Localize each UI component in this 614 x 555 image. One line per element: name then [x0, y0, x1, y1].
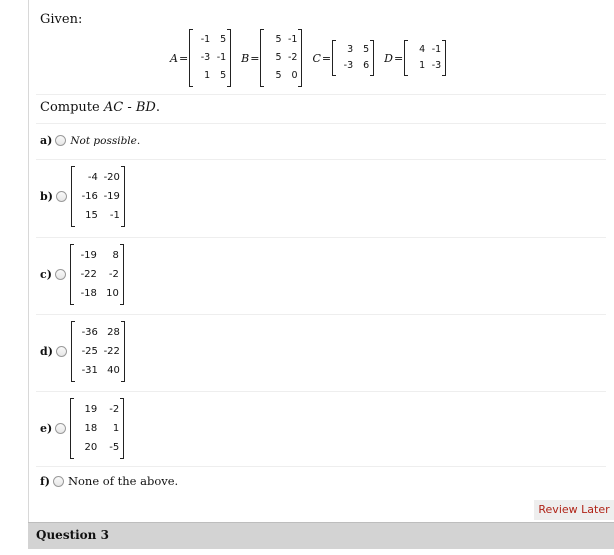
- option-b-matrix: [71, 166, 125, 227]
- matrix-cell: 1: [204, 70, 211, 81]
- matrix-cell: 3: [347, 44, 354, 55]
- matrix-cell: 5: [275, 70, 282, 81]
- matrix-row: [75, 265, 119, 284]
- matrix-name: D: [384, 51, 393, 65]
- matrix-name: B: [241, 51, 250, 65]
- matrix-row: [75, 246, 119, 265]
- matrix-cell: -18: [80, 288, 97, 299]
- matrix-row: [409, 42, 441, 58]
- matrix-cell: 5: [363, 44, 370, 55]
- option-d-label: d): [40, 345, 53, 358]
- divider: [36, 391, 606, 392]
- matrix-cell: -3: [431, 60, 442, 71]
- matrix-row: [75, 400, 119, 419]
- matrix-cell: 20: [84, 442, 98, 453]
- matrix-cell: -16: [81, 191, 98, 202]
- matrix-row: [75, 438, 119, 457]
- matrix-cell: -4: [87, 172, 98, 183]
- option-d-radio[interactable]: [56, 346, 67, 357]
- divider: [36, 237, 606, 238]
- matrix-cell: 5: [275, 34, 282, 45]
- matrix-cell: -1: [431, 44, 442, 55]
- matrix-row: [337, 42, 369, 58]
- equals-sign: =: [178, 51, 189, 65]
- compute-prompt: [40, 100, 160, 115]
- option-c-label: c): [40, 268, 52, 281]
- matrix-cell: -3: [343, 60, 354, 71]
- option-a-text: Not possible.: [70, 134, 141, 147]
- matrix-cell: 0: [291, 70, 298, 81]
- option-e[interactable]: [40, 398, 124, 459]
- matrix-a: [170, 29, 231, 87]
- matrix-row: [75, 284, 119, 303]
- divider: [36, 123, 606, 124]
- matrix-cell: -2: [288, 52, 298, 63]
- matrix-brackets: [404, 40, 446, 76]
- option-c[interactable]: [40, 244, 124, 305]
- divider: [36, 94, 606, 95]
- matrix-cell: -20: [103, 172, 120, 183]
- option-e-matrix: [70, 398, 124, 459]
- question-title: Question 3: [36, 528, 109, 542]
- matrix-row: [76, 187, 120, 206]
- option-f-label: f): [40, 474, 50, 488]
- matrix-row: [409, 58, 441, 74]
- matrix-cell: -25: [81, 346, 98, 357]
- matrix-row: [76, 206, 120, 225]
- matrix-cell: -3: [200, 52, 211, 63]
- matrix-cell: -36: [81, 327, 98, 338]
- option-a[interactable]: [40, 134, 140, 147]
- matrix-name: C: [312, 51, 321, 65]
- matrix-b: [241, 29, 302, 87]
- option-e-radio[interactable]: [55, 423, 66, 434]
- divider: [36, 159, 606, 160]
- matrix-row: [265, 31, 297, 49]
- matrix-row: [265, 67, 297, 85]
- content-left-border: [28, 0, 29, 522]
- matrix-cell: -1: [216, 52, 227, 63]
- matrix-cell: -2: [109, 404, 120, 415]
- matrix-row: [76, 168, 120, 187]
- option-d-matrix: [71, 321, 125, 382]
- option-f[interactable]: [40, 474, 178, 488]
- matrix-row: [76, 323, 120, 342]
- compute-suffix: .: [155, 100, 160, 115]
- matrix-row: [75, 419, 119, 438]
- matrix-cell: -22: [80, 269, 97, 280]
- option-b-radio[interactable]: [56, 191, 67, 202]
- matrix-cell: -2: [108, 269, 119, 280]
- matrix-row: [265, 49, 297, 67]
- equals-sign: =: [321, 51, 332, 65]
- matrix-cell: -1: [109, 210, 120, 221]
- matrix-cell: -1: [288, 34, 298, 45]
- given-label: Given:: [40, 12, 83, 27]
- review-later-button[interactable]: Review Later: [534, 500, 614, 520]
- next-question-header[interactable]: [28, 522, 614, 549]
- matrix-cell: 1: [112, 423, 120, 434]
- option-b-label: b): [40, 190, 53, 203]
- matrix-row: [194, 67, 226, 85]
- option-f-radio[interactable]: [53, 476, 64, 487]
- matrix-cell: -19: [80, 250, 97, 261]
- matrix-cell: 4: [419, 44, 426, 55]
- equals-sign: =: [250, 51, 260, 65]
- matrix-cell: -22: [103, 346, 120, 357]
- matrix-cell: 18: [84, 423, 98, 434]
- matrix-row: [76, 342, 120, 361]
- matrix-d: [384, 40, 446, 76]
- matrix-row: [194, 49, 226, 67]
- matrix-cell: 15: [85, 210, 98, 221]
- matrix-cell: 40: [107, 365, 120, 376]
- option-e-label: e): [40, 422, 53, 435]
- option-f-text: None of the above.: [67, 474, 179, 488]
- matrix-cell: 6: [363, 60, 370, 71]
- divider: [36, 466, 606, 467]
- option-c-matrix: [70, 244, 124, 305]
- matrix-row: [76, 361, 120, 380]
- matrix-brackets: [189, 29, 231, 87]
- option-d[interactable]: [40, 321, 125, 382]
- equals-sign: =: [393, 51, 404, 65]
- option-a-label: a): [40, 134, 53, 147]
- matrix-row: [337, 58, 369, 74]
- matrix-cell: 5: [220, 34, 227, 45]
- compute-prefix: Compute: [40, 100, 104, 115]
- matrix-cell: 19: [84, 404, 98, 415]
- matrix-brackets: [332, 40, 374, 76]
- matrix-row: [194, 31, 226, 49]
- matrix-cell: -31: [81, 365, 98, 376]
- matrix-cell: -5: [109, 442, 120, 453]
- given-matrices: [170, 30, 456, 86]
- compute-expression: AC - BD: [103, 100, 156, 115]
- matrix-cell: 5: [275, 52, 282, 63]
- matrix-cell: 8: [112, 250, 119, 261]
- matrix-cell: 10: [106, 288, 119, 299]
- matrix-cell: 28: [107, 327, 120, 338]
- option-a-radio[interactable]: [55, 135, 66, 146]
- matrix-cell: 5: [220, 70, 227, 81]
- matrix-c: [312, 40, 374, 76]
- matrix-cell: -19: [103, 191, 120, 202]
- matrix-name: A: [170, 51, 178, 65]
- option-b[interactable]: [40, 166, 125, 227]
- divider: [36, 314, 606, 315]
- matrix-cell: -1: [200, 34, 211, 45]
- option-c-radio[interactable]: [55, 269, 66, 280]
- matrix-brackets: [260, 29, 302, 87]
- matrix-cell: 1: [419, 60, 426, 71]
